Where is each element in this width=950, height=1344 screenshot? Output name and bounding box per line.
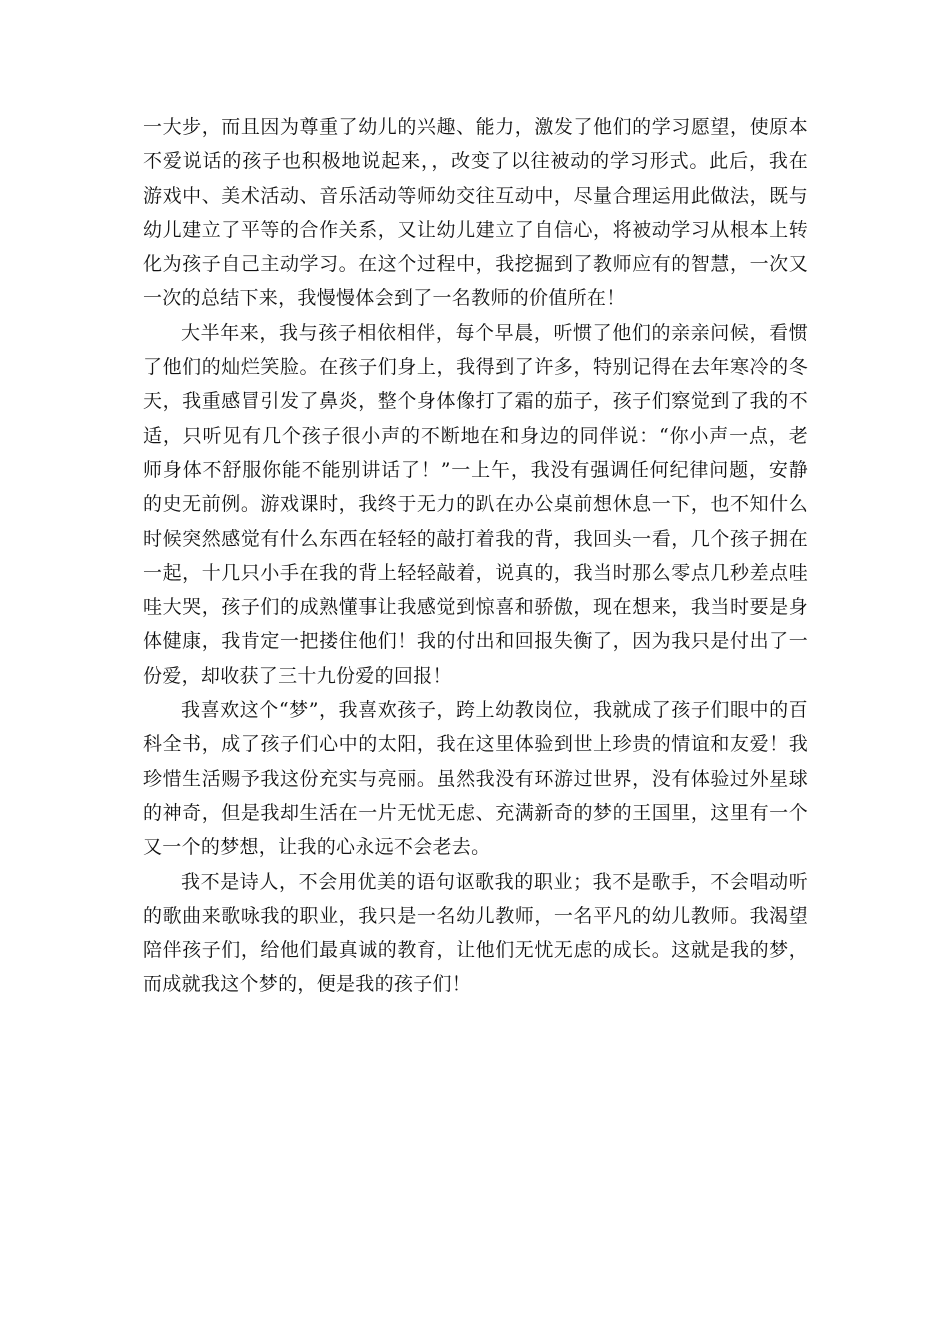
paragraph-3: 我喜欢这个“梦”，我喜欢孩子，跨上幼教岗位，我就成了孩子们眼中的百科全书，成了孩子们心中的太阳，我在这里体验到世上珍贵的情谊和友爱！我珍惜生活赐予我这份充实与亮丽。虽然我没有环游过世界，没有体验过外星球的神奇，但是我却生活在一片无忧无虑、充满新奇的梦的王国里，这里有一个又一个的梦想，让我的心永远不会老去。 — [143, 699, 808, 859]
paragraph-4: 我不是诗人，不会用优美的语句讴歌我的职业；我不是歌手，不会唱动听的歌曲来歌咏我的职业，我只是一名幼儿教师，一名平凡的幼儿教师。我渴望陪伴孩子们，给他们最真诚的教育，让他们无忧无虑的成长。这就是我的梦，而成就我这个梦的，便是我的孩子们！ — [143, 870, 808, 996]
document-body — [143, 110, 808, 1002]
paragraph-1: 一大步，而且因为尊重了幼儿的兴趣、能力，激发了他们的学习愿望，使原本不爱说话的孩子也积极地说起来，，改变了以往被动的学习形式。此后，我在游戏中、美术活动、音乐活动等师幼交往互动中，尽量合理运用此做法，既与幼儿建立了平等的合作关系，又让幼儿建立了自信心，将被动学习从根本上转化为孩子自己主动学习。在这个过程中，我挖掘到了教师应有的智慧，一次又一次的总结下来，我慢慢体会到了一名教师的价值所在！ — [143, 116, 808, 310]
paragraph-2: 大半年来，我与孩子相依相伴，每个早晨，听惯了他们的亲亲问候，看惯了他们的灿烂笑脸。在孩子们身上，我得到了许多，特别记得在去年寒冷的冬天，我重感冒引发了鼻炎，整个身体像打了霜的茄子，孩子们察觉到了我的不适，只听见有几个孩子很小声的不断地在和身边的同伴说：“你小声一点，老师身体不舒服你能不能别讲话了！”一上午，我没有强调任何纪律问题，安静的史无前例。游戏课时，我终于无力的趴在办公桌前想休息一下，也不知什么时候突然感觉有什么东西在轻轻的敲打着我的背，我回头一看，几个孩子拥在一起，十几只小手在我的背上轻轻敲着，说真的，我当时那么零点几秒差点哇哇大哭，孩子们的成熟懂事让我感觉到惊喜和骄傲，现在想来，我当时要是身体健康，我肯定一把搂住他们！我的付出和回报失衡了，因为我只是付出了一份爱，却收获了三十九份爱的回报！ — [143, 321, 808, 687]
